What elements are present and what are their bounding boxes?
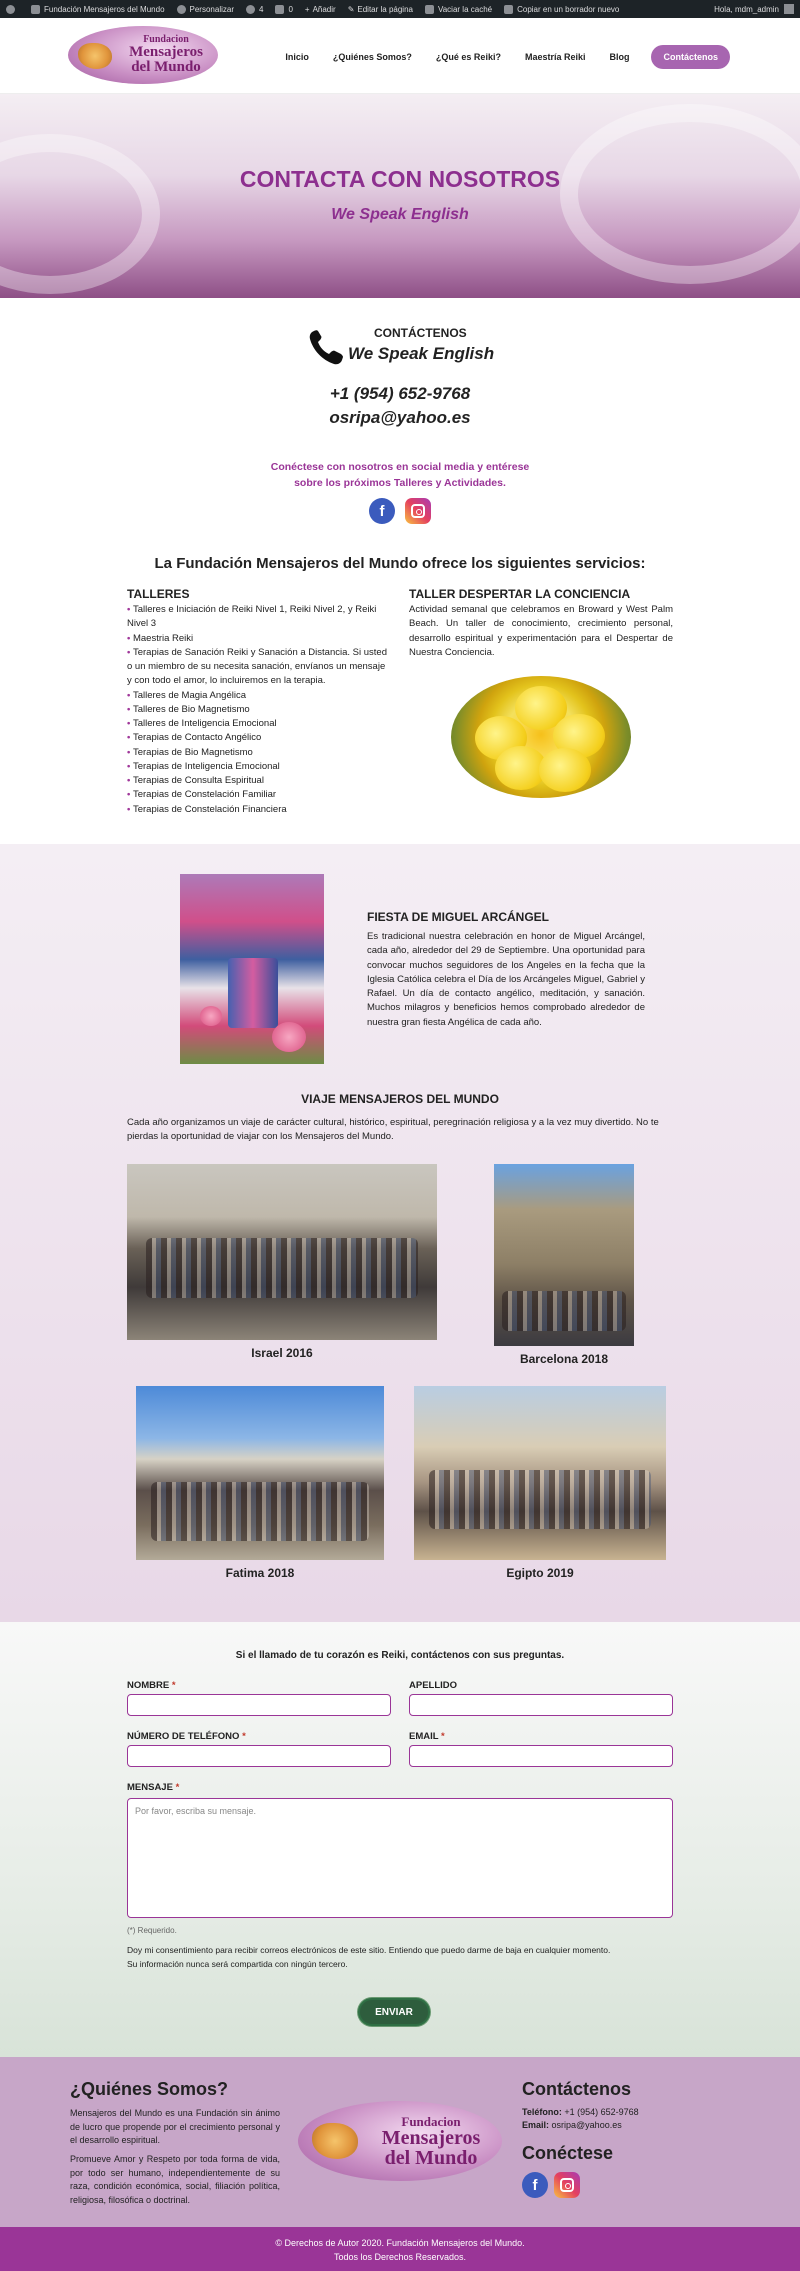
admin-bar xyxy=(0,0,800,18)
site-logo[interactable] xyxy=(68,26,218,84)
contact-email[interactable]: osripa@yahoo.es xyxy=(329,408,471,427)
email-label: EMAIL * xyxy=(409,1731,445,1742)
miguel-arcangel-photo xyxy=(180,874,324,1064)
wordpress-icon xyxy=(6,5,15,14)
nav-maestria-reiki[interactable]: Maestría Reiki xyxy=(524,52,586,62)
flower-petal xyxy=(539,748,591,792)
social-invite-line-1: Conéctese con nosotros en social media y entérese xyxy=(270,461,530,473)
nav-que-es-reiki[interactable]: ¿Qué es Reiki? xyxy=(435,52,501,62)
flower-image xyxy=(451,676,631,798)
miguel-title: FIESTA DE MIGUEL ARCÁNGEL xyxy=(367,910,550,924)
group-figures xyxy=(502,1291,625,1331)
footer-social-icons xyxy=(520,2172,584,2198)
contact-label: CONTÁCTENOS xyxy=(374,326,467,340)
social-invite-line-2: sobre los próximos Talleres y Actividades. xyxy=(294,476,506,489)
footer-logo[interactable] xyxy=(298,2101,502,2181)
apellido-field[interactable] xyxy=(409,1694,673,1716)
nav-blog[interactable]: Blog xyxy=(609,52,630,62)
trip-egipto[interactable] xyxy=(414,1386,666,1586)
pencil-icon: ✎ xyxy=(347,4,355,14)
footer-email: Email: osripa@yahoo.es xyxy=(522,2120,622,2130)
wordpress-menu[interactable] xyxy=(6,5,19,14)
footer-about-p1: Mensajeros del Mundo es una Fundación sin ánimo de lucro que propende por el crecimiento personal y el desarrollo espiritual. xyxy=(70,2108,280,2145)
rose-shape xyxy=(200,1006,222,1026)
site-header xyxy=(0,18,800,94)
trip-barcelona[interactable] xyxy=(494,1164,634,1380)
facebook-icon[interactable]: f xyxy=(369,498,395,524)
trip-israel[interactable] xyxy=(127,1164,437,1380)
telefono-label: NÚMERO DE TELÉFONO * xyxy=(127,1731,246,1742)
required-note: (*) Requerido. xyxy=(127,1926,177,1935)
avatar xyxy=(784,4,794,14)
hands-icon xyxy=(78,43,112,69)
nav-contactenos-button[interactable]: Contáctenos xyxy=(651,45,730,69)
group-figures xyxy=(429,1470,651,1529)
admin-updates[interactable]: 4 xyxy=(246,5,263,14)
logo-text xyxy=(364,2115,498,2168)
group-figures xyxy=(151,1482,369,1541)
talleres-column xyxy=(127,587,389,817)
plus-icon: + xyxy=(304,4,310,14)
contact-form-section xyxy=(0,1622,800,2057)
cache-icon xyxy=(425,5,434,14)
social-invite xyxy=(0,460,800,492)
mensaje-textarea[interactable]: Por favor, escriba su mensaje. xyxy=(127,1798,673,1918)
instagram-icon[interactable] xyxy=(554,2172,580,2198)
brush-icon xyxy=(177,5,186,14)
trip-caption: Egipto 2019 xyxy=(506,1566,574,1580)
rose-shape xyxy=(272,1022,306,1052)
hero-title: CONTACTA CON NOSOTROS xyxy=(239,166,561,192)
events-section xyxy=(0,844,800,1622)
footer-about-title: ¿Quiénes Somos? xyxy=(70,2079,229,2099)
admin-account[interactable]: Hola, mdm_admin xyxy=(714,4,794,14)
list-item: • Terapias de Contacto Angélico xyxy=(127,731,389,745)
form-intro: Si el llamado de tu corazón es Reiki, contáctenos con sus preguntas. xyxy=(235,1650,565,1661)
trip-photo xyxy=(414,1386,666,1560)
main-nav xyxy=(261,45,730,69)
viaje-title: VIAJE MENSAJEROS DEL MUNDO xyxy=(301,1092,499,1106)
social-icons xyxy=(0,498,800,524)
facebook-icon[interactable]: f xyxy=(522,2172,548,2198)
admin-customize[interactable]: Personalizar xyxy=(177,5,234,14)
despertar-column xyxy=(409,587,673,660)
enviar-button[interactable]: ENVIAR xyxy=(358,1998,430,2026)
logo-line-3: del Mundo xyxy=(131,59,201,75)
candle-shape xyxy=(228,958,278,1028)
talleres-title: TALLERES xyxy=(127,587,190,601)
footer-phone: Teléfono: +1 (954) 652-9768 xyxy=(522,2107,639,2117)
instagram-icon[interactable] xyxy=(405,498,431,524)
trip-caption: Israel 2016 xyxy=(251,1346,313,1360)
phone-icon xyxy=(306,328,346,368)
admin-site-name[interactable]: Fundación Mensajeros del Mundo xyxy=(31,5,165,14)
footer-contact-title: Contáctenos xyxy=(522,2079,632,2099)
logo-text xyxy=(116,35,216,75)
logo-line-2: Mensajeros xyxy=(129,44,203,60)
trip-fatima[interactable] xyxy=(136,1386,384,1586)
consent-line-2: Su información nunca será compartida con ningún tercero. xyxy=(127,1958,348,1969)
nombre-field[interactable] xyxy=(127,1694,391,1716)
trip-caption: Barcelona 2018 xyxy=(519,1352,609,1366)
consent-line-1: Doy mi consentimiento para recibir correos electrónicos de este sitio. Entiendo que puedo darme de baja en cualquier momento. xyxy=(127,1945,611,1955)
copyright-bar xyxy=(0,2227,800,2271)
list-item: • Terapias de Constelación Financiera xyxy=(127,803,389,817)
admin-copy-draft[interactable]: Copiar en un borrador nuevo xyxy=(504,5,619,14)
list-item: • Terapias de Inteligencia Emocional xyxy=(127,760,389,774)
miguel-text: Es tradicional nuestra celebración en honor de Miguel Arcángel, cada año, alrededor del 29 de Septiembre. Una oportunidad para convocar muchos seguidores de los Angeles en la fecha que la Iglesia Católica celebra el Día de los Arcángeles Miguel, Gabriel y Rafael. Un día de contacto angélico, meditación, y sanación. Muchos milagros y beneficios hemos comprobado alrededor de nuestra gran fiesta Angélica de cada año. xyxy=(367,931,645,1028)
logo-line-2: Mensajeros xyxy=(381,2127,481,2149)
list-item: • Talleres e Iniciación de Reiki Nivel 1, Reiki Nivel 2, y Reiki Nivel 3 xyxy=(127,603,389,632)
home-icon xyxy=(31,5,40,14)
trip-photo xyxy=(136,1386,384,1560)
consent-text xyxy=(127,1944,673,1971)
footer-about-p2: Promueve Amor y Respeto por toda forma de vida, por todo ser humano, independientemente de su raza, condición económica, social, filiación política, religiosa, filosófica o doctrinal. xyxy=(70,2154,280,2205)
trip-photo xyxy=(127,1164,437,1340)
admin-comments[interactable]: 0 xyxy=(275,5,292,14)
contact-phone[interactable]: +1 (954) 652-9768 xyxy=(329,384,471,403)
group-figures xyxy=(146,1238,419,1298)
nav-inicio[interactable]: Inicio xyxy=(285,52,309,62)
list-item: • Talleres de Inteligencia Emocional xyxy=(127,717,389,731)
services-section xyxy=(0,555,800,815)
logo-line-3: del Mundo xyxy=(384,2147,478,2169)
list-item: • Talleres de Magia Angélica xyxy=(127,689,389,703)
updates-icon xyxy=(246,5,255,14)
hero-banner xyxy=(0,94,800,298)
admin-add-new[interactable]: + Añadir xyxy=(304,4,336,14)
logo-line-1: Fundacion xyxy=(401,2114,461,2129)
mensaje-label: MENSAJE * xyxy=(127,1782,180,1793)
despertar-text: Actividad semanal que celebramos en Broward y West Palm Beach. Un taller de conocimiento, crecimiento personal, desarrollo espiritual y experimentación para el Despertar de Nuestra Conciencia. xyxy=(409,604,673,658)
talleres-list xyxy=(127,603,389,817)
apellido-label: APELLIDO xyxy=(409,1680,458,1691)
despertar-title: TALLER DESPERTAR LA CONCIENCIA xyxy=(409,587,631,601)
services-heading: La Fundación Mensajeros del Mundo ofrece los siguientes servicios: xyxy=(154,555,646,572)
list-item: • Talleres de Bio Magnetismo xyxy=(127,703,389,717)
list-item: • Maestria Reiki xyxy=(127,632,389,646)
email-field[interactable] xyxy=(409,1745,673,1767)
trip-photo xyxy=(494,1164,634,1346)
copyright-line-1: © Derechos de Autor 2020. Fundación Mensajeros del Mundo. xyxy=(275,2238,525,2248)
list-item: • Terapias de Constelación Familiar xyxy=(127,788,389,802)
contact-sub: We Speak English xyxy=(348,344,495,363)
decorative-wisp xyxy=(560,104,800,284)
list-item: • Terapias de Consulta Espiritual xyxy=(127,774,389,788)
list-item: • Terapias de Sanación Reiki y Sanación a Distancia. Si usted o un miembro de su necesita sanación, envíanos un mensaje y con todo el amor, lo incluiremos en la terapia. xyxy=(127,646,389,689)
list-item: • Terapias de Bio Magnetismo xyxy=(127,746,389,760)
hero-subtitle: We Speak English xyxy=(331,206,469,223)
comment-icon xyxy=(275,5,284,14)
admin-clear-cache[interactable]: Vaciar la caché xyxy=(425,5,492,14)
admin-edit-page[interactable]: ✎ Editar la página xyxy=(347,4,413,14)
logo-line-1: Fundacion xyxy=(143,34,189,45)
telefono-field[interactable] xyxy=(127,1745,391,1767)
nav-quienes-somos[interactable]: ¿Quiénes Somos? xyxy=(332,52,412,62)
nombre-label: NOMBRE * xyxy=(127,1680,176,1691)
trip-caption: Fatima 2018 xyxy=(225,1566,295,1580)
copy-icon xyxy=(504,5,513,14)
site-footer xyxy=(0,2057,800,2227)
footer-connect-title: Conéctese xyxy=(522,2143,614,2163)
viaje-text: Cada año organizamos un viaje de carácter cultural, histórico, espiritual, peregrinación religiosa y a la vez muy divertido. No te pierdas la oportunidad de viajar con los Mensajeros del Mundo. xyxy=(127,1117,659,1143)
copyright-line-2: Todos los Derechos Reservados. xyxy=(333,2251,467,2262)
